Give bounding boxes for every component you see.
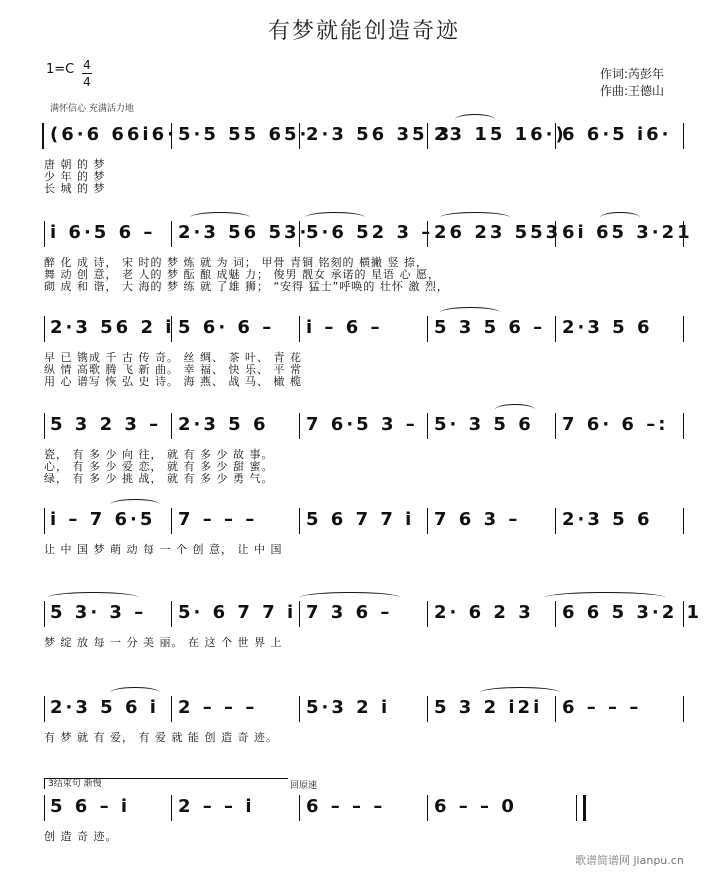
bar-line: [299, 508, 300, 534]
slur-mark: [545, 592, 665, 603]
measure-notes: 6i 65 3·21: [562, 222, 693, 243]
measure-notes: 5· 6 7 7 i: [178, 602, 297, 623]
measure-notes: 2·3 5 6: [562, 317, 653, 338]
bar-line: [427, 413, 428, 439]
measure-notes: 5·5 55 65·: [178, 124, 310, 145]
bar-line: [44, 221, 45, 247]
bar-line: [683, 508, 684, 534]
measure-notes: 2 – – –: [178, 697, 258, 718]
lyric-line: 心， 有 多 少 爱 恋， 就 有 多 少 甜 蜜。: [44, 460, 274, 473]
lyricist: 作词:芮彭年: [600, 67, 665, 81]
lyric-line: 唐 朝 的 梦: [44, 158, 106, 171]
watermark: 歌谱简谱网 jianpu.cn: [575, 854, 684, 867]
lyric-line: 让 中 国 梦 萌 动 每 一 个 创 意， 让 中 国: [44, 543, 283, 556]
measure-notes: 5 3 5 6 –: [434, 317, 546, 338]
measure-notes: 2 – – i: [178, 796, 255, 817]
measure-notes: (6·6 66i6·: [50, 124, 177, 145]
measure-notes: 2·3 56 2 i: [50, 317, 175, 338]
lyric-line: 用 心 谱写 恢 弘 史 诗。 海 燕、 战 马、 橄 榄: [44, 375, 302, 388]
bar-line: [171, 696, 172, 722]
measure-notes: 2· 6 2 3: [434, 602, 534, 623]
score-title: 有梦就能创造奇迹: [267, 19, 460, 44]
bar-line: [683, 696, 684, 722]
bar-line: [171, 795, 172, 821]
measure-notes: 2·3 5 6: [178, 414, 269, 435]
measure-notes: 2·3 56 53·: [178, 222, 310, 243]
meter-top: 4: [83, 58, 91, 72]
bar-line: [555, 508, 556, 534]
bar-line: [171, 221, 172, 247]
slur-mark: [305, 212, 365, 223]
bar-line: [555, 601, 556, 627]
measure-notes: 5 3 2 3 –: [50, 414, 162, 435]
bar-line: [171, 508, 172, 534]
bar-line: [555, 316, 556, 342]
slur-mark: [110, 499, 160, 510]
measure-notes: 2·3 5 6: [562, 509, 653, 530]
tempo-marking: 回原速: [290, 781, 318, 791]
slur-mark: [190, 212, 250, 223]
expression-marking: 满怀信心 充满活力地: [50, 104, 134, 114]
lyric-line: 舞 动 创 意， 老 人的 梦 酝 酿 成魅 力； 俊男 靓女 承诺的 星语 心 愿，: [44, 268, 440, 281]
bar-line: [683, 413, 684, 439]
slur-mark: [110, 687, 160, 698]
bar-line: [299, 316, 300, 342]
bar-line: [44, 795, 45, 821]
composer: 作曲:王德山: [600, 84, 665, 98]
measure-notes: 6 6 5 3·2 1: [562, 602, 703, 623]
key-signature: 1=C: [46, 62, 75, 77]
bar-line: [171, 413, 172, 439]
measure-notes: 5·6 52 3 –: [306, 222, 434, 243]
lyric-line: 少 年 的 梦: [44, 170, 106, 183]
credits: [600, 66, 664, 100]
measure-notes: 23 15 16·): [434, 124, 567, 145]
slur-mark: [440, 307, 500, 318]
measure-notes: 7 6 3 –: [434, 509, 521, 530]
bar-line: [44, 601, 45, 627]
bar-line: [44, 413, 45, 439]
bar-line: [44, 316, 45, 342]
bar-line: [427, 508, 428, 534]
measure-notes: 7 6·5 3 –: [306, 414, 418, 435]
repeat-start-barline: [42, 123, 47, 149]
bar-line: [555, 413, 556, 439]
bar-line: [44, 508, 45, 534]
slur-mark: [300, 592, 400, 603]
measure-notes: 6 – – 0: [434, 796, 517, 817]
measure-notes: 6 – – –: [562, 697, 642, 718]
final-barline: [576, 795, 586, 821]
lyric-line: 早 已 镌成 千 古 传 奇。 丝 绸、 茶 叶、 青 花: [44, 351, 302, 364]
lyric-line: 有 梦 就 有 爱， 有 爱 就 能 创 造 奇 迹。: [44, 731, 278, 744]
bar-line: [427, 316, 428, 342]
bar-line: [299, 413, 300, 439]
bar-line: [427, 795, 428, 821]
lyric-line: 纵 情 高歌 腾 飞 新 曲。 幸 福、 快 乐、 平 常: [44, 363, 302, 376]
time-signature: [82, 58, 92, 89]
measure-notes: 7 6· 6 –:: [562, 414, 669, 435]
slur-mark: [600, 212, 640, 223]
lyric-line: 创 造 奇 迹。: [44, 830, 118, 843]
bar-line: [683, 123, 684, 149]
lyric-line: 醉 化 成 诗， 宋 时的 梦 炼 就 为 词； 甲骨 青铜 铭刻的 横撇 竖 捺，: [44, 256, 428, 269]
bar-line: [427, 601, 428, 627]
measure-notes: i – 7 6·5: [50, 509, 156, 530]
measure-notes: 5 6 – i: [50, 796, 131, 817]
lyric-line: 瓷， 有 多 少 向 往， 就 有 多 少 故 事。: [44, 448, 274, 461]
measure-notes: 5 3· 3 –: [50, 602, 147, 623]
measure-notes: 5 3 2 i2i: [434, 697, 543, 718]
meter-divider: [82, 73, 92, 74]
measure-notes: 26 23 553: [434, 222, 562, 243]
lyric-line: 绿， 有 多 少 挑 战， 就 有 多 少 勇 气。: [44, 472, 274, 485]
measure-notes: 7 3 6 –: [306, 602, 393, 623]
bar-line: [44, 696, 45, 722]
lyric-line: 长 城 的 梦: [44, 182, 106, 195]
bar-line: [683, 316, 684, 342]
measure-notes: i 6·5 6 –: [50, 222, 156, 243]
bar-line: [299, 601, 300, 627]
slur-mark: [480, 687, 560, 698]
bar-line: [171, 601, 172, 627]
measure-notes: 5·3 2 i: [306, 697, 391, 718]
measure-notes: 6 – – –: [306, 796, 386, 817]
measure-notes: 5 6· 6 –: [178, 317, 275, 338]
measure-notes: 6 6·5 i6·: [562, 124, 672, 145]
measure-notes: 7 – – –: [178, 509, 258, 530]
measure-notes: 2·3 5 6 i: [50, 697, 159, 718]
meter-bottom: 4: [83, 75, 91, 89]
bar-line: [427, 696, 428, 722]
volta-bracket: 3结束句 渐慢: [44, 778, 288, 789]
measure-notes: 5· 3 5 6: [434, 414, 534, 435]
bar-line: [299, 696, 300, 722]
measure-notes: 5 6 7 7 i: [306, 509, 415, 530]
lyric-line: 梦 绽 放 每 一 分 美 丽。 在 这 个 世 界 上: [44, 636, 283, 649]
slur-mark: [455, 114, 495, 125]
bar-line: [299, 795, 300, 821]
lyric-line: 砌 成 和 谐， 大 海的 梦 练 就 了雄 狮； “安得 猛士”呼唤的 壮怀 激 烈，: [44, 280, 449, 293]
measure-notes: 2·3 56 35 3: [306, 124, 453, 145]
slur-mark: [48, 592, 138, 603]
slur-mark: [440, 212, 510, 223]
measure-notes: i – 6 –: [306, 317, 383, 338]
slur-mark: [495, 404, 535, 415]
bar-line: [555, 696, 556, 722]
